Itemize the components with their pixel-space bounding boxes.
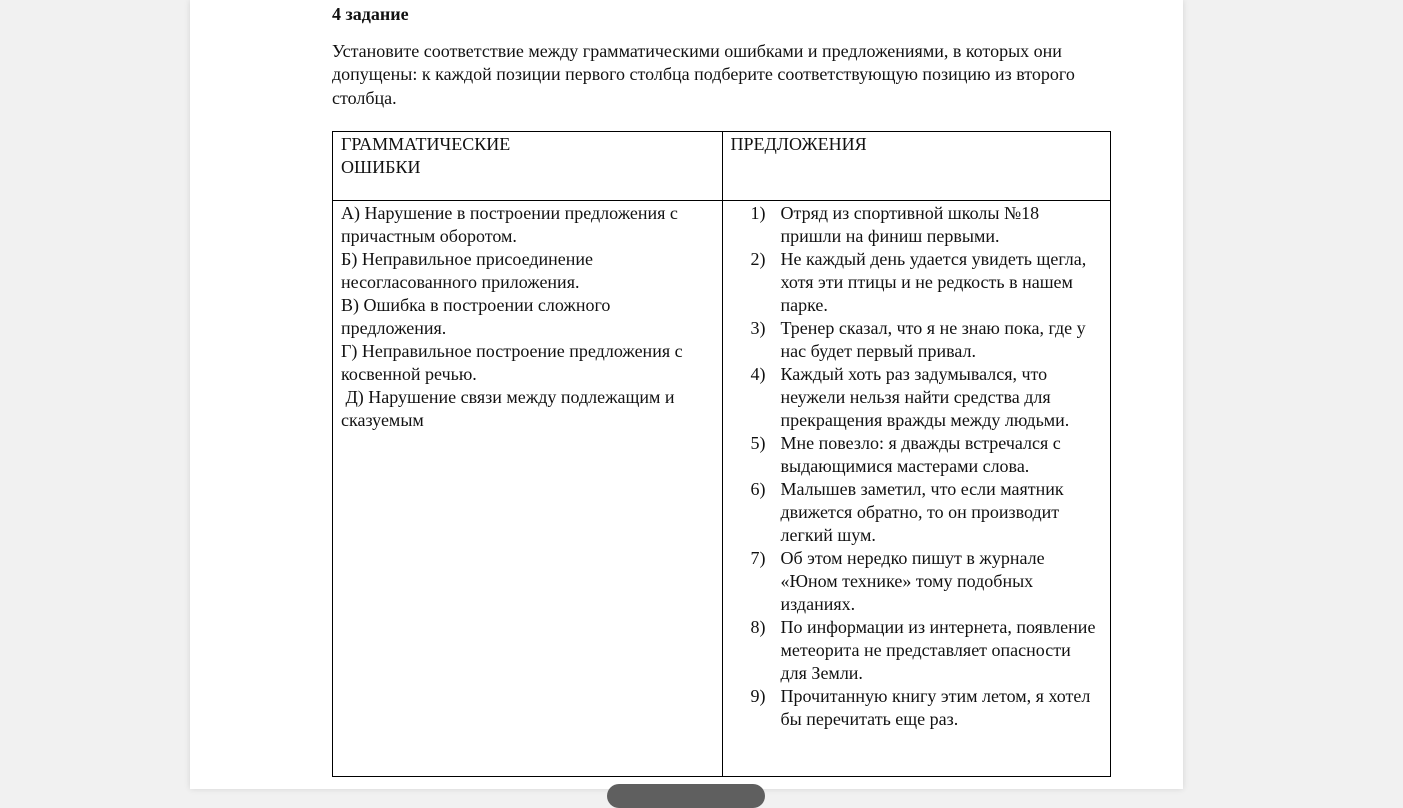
sentence-text: Малышев заметил, что если маятник движется обратно, то он производит легкий шум. bbox=[780, 479, 1064, 545]
list-item bbox=[751, 432, 1101, 478]
sentence-number: 2) bbox=[750, 249, 766, 269]
error-item-v: В) Ошибка в построении сложного предложения. bbox=[341, 295, 611, 338]
sentence-number: 7) bbox=[750, 548, 766, 568]
header-errors-line1: ГРАММАТИЧЕСКИЕ bbox=[341, 134, 511, 154]
sentence-text: Каждый хоть раз задумывался, что неужели нельзя найти средства для прекращения вражды между людьми. bbox=[780, 364, 1070, 430]
list-item bbox=[751, 685, 1101, 731]
task-instruction: Установите соответствие между грамматическими ошибками и предложениями, в которых они допущены: к каждой позиции первого столбца подберите соответствующую позицию из второго столбца. bbox=[332, 41, 1075, 108]
sentence-text: Не каждый день удается увидеть щегла, хотя эти птицы и не редкость в нашем парке. bbox=[780, 249, 1087, 315]
list-item bbox=[751, 202, 1101, 248]
header-sentences-label: ПРЕДЛОЖЕНИЯ bbox=[730, 134, 867, 154]
matching-table bbox=[332, 131, 1111, 777]
list-item bbox=[751, 478, 1101, 547]
sentence-text: Об этом нередко пишут в журнале «Юном технике» тому подобных изданиях. bbox=[780, 548, 1045, 614]
header-sentences bbox=[722, 132, 1111, 201]
table-header-row bbox=[333, 132, 1111, 201]
sentence-number: 1) bbox=[750, 203, 766, 223]
list-item bbox=[751, 547, 1101, 616]
list-item bbox=[751, 616, 1101, 685]
sentence-number: 5) bbox=[750, 433, 766, 453]
sentence-text: Тренер сказал, что я не знаю пока, где у нас будет первый привал. bbox=[780, 318, 1086, 361]
sentences-cell bbox=[722, 201, 1111, 777]
sentence-text: Отряд из спортивной школы №18 пришли на финиш первыми. bbox=[780, 203, 1040, 246]
sentence-text: Мне повезло: я дважды встречался с выдающимися мастерами слова. bbox=[780, 433, 1061, 476]
document-page bbox=[190, 0, 1183, 789]
header-errors-line2: ОШИБКИ bbox=[341, 157, 421, 177]
table-body-row bbox=[333, 201, 1111, 777]
sentence-number: 3) bbox=[750, 318, 766, 338]
error-item-b: Б) Неправильное присоединение несогласованного приложения. bbox=[341, 249, 593, 292]
error-item-a: А) Нарушение в построении предложения с причастным оборотом. bbox=[341, 203, 678, 246]
sentence-number: 4) bbox=[750, 364, 766, 384]
page-toolbar-pill[interactable] bbox=[607, 784, 765, 808]
list-item bbox=[751, 363, 1101, 432]
sentence-text: По информации из интернета, появление метеорита не представляет опасности для Земли. bbox=[780, 617, 1096, 683]
list-item bbox=[751, 317, 1101, 363]
task-title: 4 задание bbox=[332, 4, 409, 24]
sentences-list bbox=[751, 202, 1101, 731]
header-errors bbox=[333, 132, 723, 201]
errors-cell bbox=[333, 201, 723, 777]
list-item bbox=[751, 248, 1101, 317]
sentence-text: Прочитанную книгу этим летом, я хотел бы перечитать еще раз. bbox=[780, 686, 1091, 729]
error-item-g: Г) Неправильное построение предложения с косвенной речью. bbox=[341, 341, 683, 384]
sentence-number: 6) bbox=[750, 479, 766, 499]
sentence-number: 8) bbox=[750, 617, 766, 637]
sentence-number: 9) bbox=[750, 686, 766, 706]
error-item-d: Д) Нарушение связи между подлежащим и сказуемым bbox=[341, 387, 675, 430]
